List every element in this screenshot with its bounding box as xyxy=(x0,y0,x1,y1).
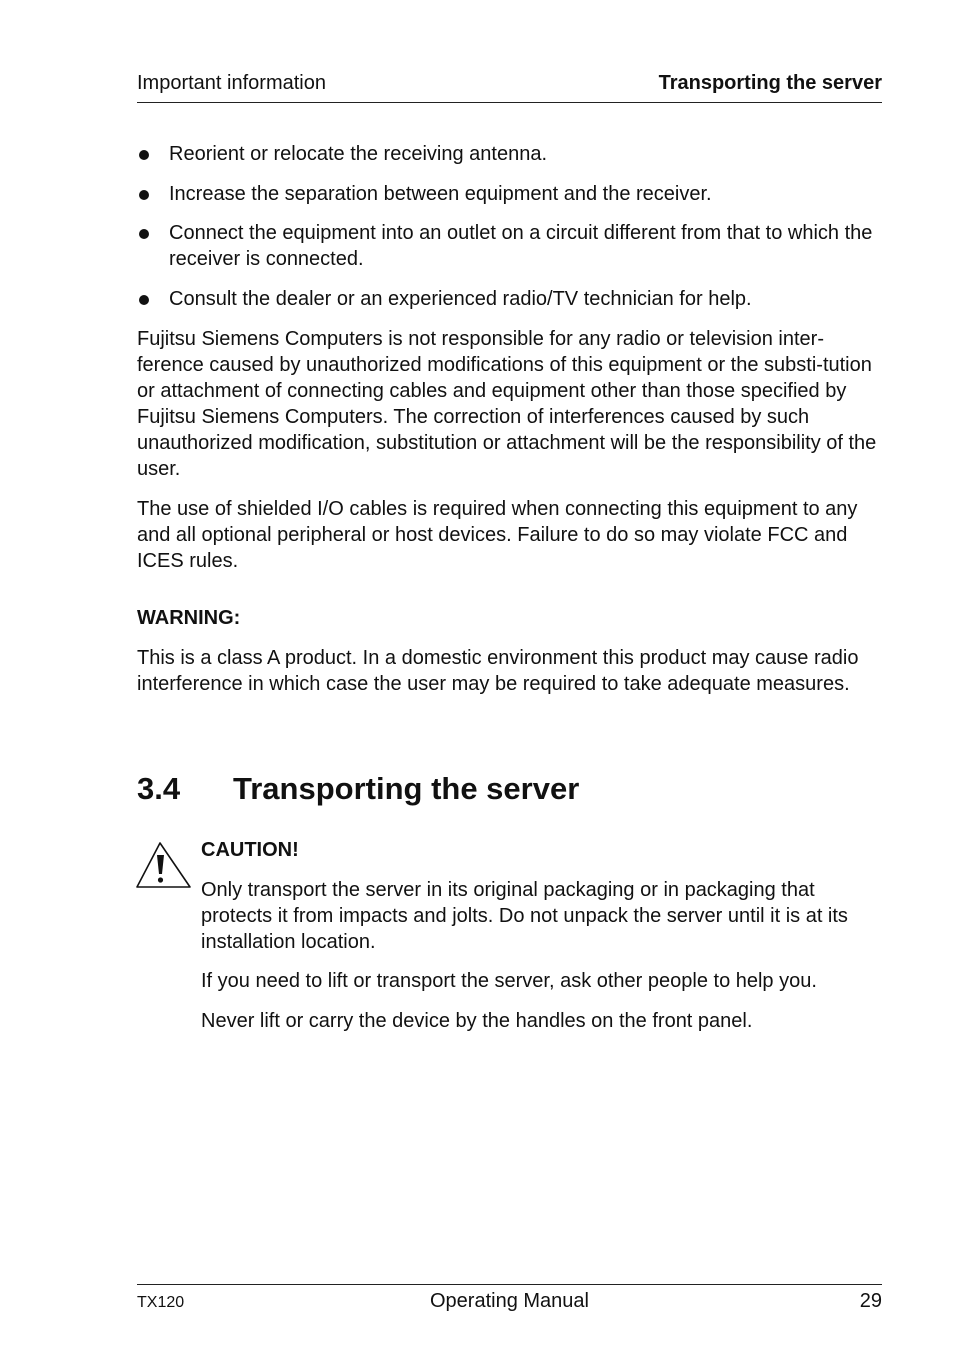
list-item xyxy=(137,141,882,167)
footer-model: TX120 xyxy=(137,1294,185,1311)
bullet-icon xyxy=(139,229,149,239)
list-item-text: Reorient or relocate the receiving antenna. xyxy=(169,143,548,165)
list-item xyxy=(137,181,882,207)
caution-text-handles: Never lift or carry the device by the handles on the front panel. xyxy=(201,1010,753,1032)
caution-label: CAUTION! xyxy=(201,839,299,861)
list-item xyxy=(137,220,882,272)
bullet-icon xyxy=(139,190,149,200)
header-section: Transporting the server xyxy=(658,72,882,94)
section-number: 3.4 xyxy=(137,771,181,806)
list-item-text: Increase the separation between equipment and the receiver. xyxy=(169,183,712,205)
footer-manual-title: Operating Manual xyxy=(430,1290,589,1312)
paragraph-responsibility: Fujitsu Siemens Computers is not responsible for any radio or television inter-ference caused by unauthorized modifications of this equipment or the substi-tution or attachment of connecting cables and equipment other than those specified by Fujitsu Siemens Computers. The correction of interferences caused by such unauthorized modification, substitution or attachment will be the responsibility of the user. xyxy=(137,328,877,480)
running-header xyxy=(137,72,882,103)
bullet-icon xyxy=(139,150,149,160)
caution-text-packaging: Only transport the server in its original packaging or in packaging that protects it from impacts and jolts. Do not unpack the server until it is at its installation location. xyxy=(201,879,848,953)
bullet-icon xyxy=(139,295,149,305)
list-item-text: Connect the equipment into an outlet on a circuit different from that to which the receiver is connected. xyxy=(169,222,873,270)
list-item xyxy=(137,286,882,312)
warning-label: WARNING: xyxy=(137,607,241,629)
running-footer xyxy=(137,1284,882,1325)
caution-text-lifting: If you need to lift or transport the server, ask other people to help you. xyxy=(201,970,817,992)
list-item-text: Consult the dealer or an experienced radio/TV technician for help. xyxy=(169,288,752,310)
page-number: 29 xyxy=(859,1290,882,1312)
paragraph-shielded-cables: The use of shielded I/O cables is required when connecting this equipment to any and all optional peripheral or host devices. Failure to do so may violate FCC and ICES rules. xyxy=(137,498,858,572)
header-chapter: Important information xyxy=(137,72,326,94)
warning-text: This is a class A product. In a domestic environment this product may cause radio interference in which case the user may be required to take adequate measures. xyxy=(137,647,859,695)
section-title: Transporting the server xyxy=(233,771,580,806)
caution-warning-icon xyxy=(134,840,192,890)
